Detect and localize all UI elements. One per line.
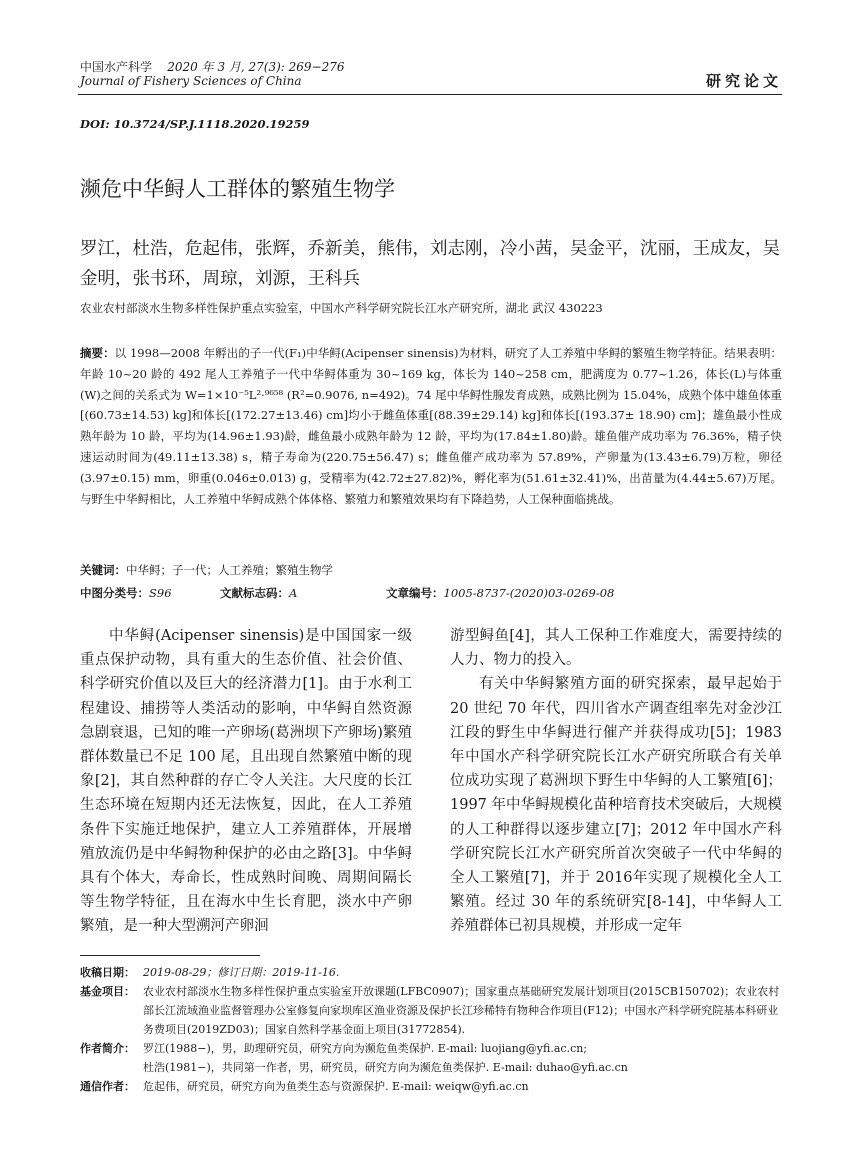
footnote-corresponding — [80, 1077, 784, 1096]
abstract-label: 摘要： — [80, 346, 115, 360]
column-tag: 研究论文 — [705, 72, 782, 90]
received-label: 收稿日期： — [80, 966, 135, 979]
body-column-right — [450, 624, 782, 939]
keywords — [80, 562, 333, 578]
body-column-left — [80, 624, 412, 939]
doc-value: A — [289, 586, 298, 600]
keywords-label: 关键词： — [80, 563, 126, 577]
article-label: 文章编号： — [386, 586, 444, 600]
body-paragraph: 有关中华鲟繁殖方面的研究探索，最早起始于 20 世纪 70 年代，四川省水产调查组率先对金沙江江段的野生中华鲟进行催产并获得成功[5]；1983年中国水产科学研究院长江水产研究所联合有关单位成功实现了葛洲坝下野生中华鲟的人工繁殖[6]；1997 年中华鲟规模化苗种培育技术突破后，大规模的人工种群得以逐步建立[7]；2012 年中国水产科学研究院长江水产研究所首次突破子一代中华鲟的全人工繁殖[7]，并于 2016年实现了规模化全人工繁殖。经过 30 年的系统研究[8-14]，中华鲟人工养殖群体已初具规模，并形成一定年 — [450, 676, 782, 935]
body-paragraph: 中华鲟(Acipenser sinensis)是中国国家一级重点保护动物，具有重大的生态价值、社会价值、科学研究价值以及巨大的经济潜力[1]。由于水利工程建设、捕捞等人类活动的影响，中华鲟自然资源急剧衰退，已知的唯一产卵场(葛洲坝下产卵场)繁殖群体数量已不足 100 尾，且出现自然繁殖中断的现象[2]，其自然种群的存亡令人关注。大尺度的长江生态环境在短期内还无法恢复，因此，在人工养殖条件下实施迁地保护，建立人工养殖群体，开展增殖放流仍是中华鲟物种保护的必由之路[3]。中华鲟具有个体大，寿命长，性成熟时间晚、周期间隔长等生物学特征，且在海水中生长育肥，淡水中产卵繁殖，是一种大型溯河产卵洄 — [80, 628, 412, 935]
header-rule — [78, 94, 782, 95]
affiliation: 农业农村部淡水生物多样性保护重点实验室，中国水产科学研究院长江水产研究所，湖北 武汉 430223 — [80, 301, 603, 315]
journal-name-en: Journal of Fishery Sciences of China — [80, 74, 302, 88]
footnote-received — [80, 963, 784, 982]
footnote-fund — [80, 982, 784, 1039]
corr-text: 危起伟，研究员，研究方向为鱼类生态与资源保护. E-mail: weiqw@yfi.ac.cn — [143, 1080, 529, 1093]
document-code — [220, 585, 297, 601]
journal-header-line — [80, 58, 345, 75]
bio-spacer — [80, 1058, 143, 1077]
bio-first: 罗江(1988−)，男，助理研究员，研究方向为濒危鱼类保护. E-mail: luojiang@yfi.ac.cn; — [143, 1042, 588, 1055]
doi: DOI: 10.3724/SP.J.1118.2020.19259 — [80, 117, 310, 131]
journal-name-cn: 中国水产科学 — [80, 60, 153, 74]
footnote-bio-second — [80, 1058, 784, 1077]
fund-label: 基金项目： — [80, 985, 135, 998]
corr-label: 通信作者： — [80, 1080, 135, 1093]
article-value: 1005-8737-(2020)03-0269-08 — [443, 586, 615, 600]
clc-value: S96 — [149, 586, 172, 600]
footnote-rule — [80, 955, 260, 956]
received-dates: 2019-08-29；修订日期：2019-11-16. — [143, 966, 340, 979]
fund-text: 农业农村部淡水生物多样性保护重点实验室开放课题(LFBC0907)；国家重点基础研究发展计划项目(2015CB150702)；农业农村部长江流域渔业监督管理办公室修复向家坝库区渔业资源及保护长江珍稀特有物种合作项目(F12)；中国水产科学研究院基本科研业务费项目(2019ZD03)；国家自然科学基金面上项目(31772854). — [143, 985, 780, 1036]
article-number — [386, 585, 614, 601]
author-list: 罗江，杜浩，危起伟，张辉，乔新美，熊伟，刘志刚，冷小茜，吴金平，沈丽，王成友，吴金明，张书环，周琼，刘源，王科兵 — [80, 239, 780, 289]
paper-title: 濒危中华鲟人工群体的繁殖生物学 — [80, 177, 395, 201]
keywords-text: 中华鲟；子一代；人工养殖；繁殖生物学 — [126, 563, 333, 577]
body-paragraph: 游型鲟鱼[4]，其人工保种工作难度大，需要持续的人力、物力的投入。 — [450, 628, 782, 669]
footnote-bio — [80, 1039, 784, 1058]
bio-label: 作者简介： — [80, 1042, 135, 1055]
footnotes — [80, 963, 784, 1096]
clc-label: 中图分类号： — [80, 586, 149, 600]
clc-code — [80, 585, 172, 601]
bio-second: 杜浩(1981−)，共同第一作者，男，研究员，研究方向为濒危鱼类保护. E-mail: duhao@yfi.ac.cn — [143, 1061, 628, 1074]
doc-label: 文献标志码： — [220, 586, 289, 600]
journal-issue: 2020 年 3 月, 27(3): 269−276 — [167, 60, 345, 74]
abstract — [80, 343, 782, 509]
abstract-text: 以 1998—2008 年孵出的子一代(F₁)中华鲟(Acipenser sinensis)为材料，研究了人工养殖中华鲟的繁殖生物学特征。结果表明：年龄 10~20 龄的 492 尾人工养殖子一代中华鲟体重为 30~169 kg，体长为 140~258 cm，肥满度为 0.77~1.26，体长(L)与体重(W)之间的关系式为 W=1×10⁻⁵L²·⁹⁶⁵⁸ (R²=0.9076, n=492)。74 尾中华鲟性腺发育成熟，成熟比例为 15.04%，成熟个体中雄鱼体重[(60.73±14.53) kg]和体长[(172.27±13.46) cm]均小于雌鱼体重[(88.39±29.14) kg]和体长[(193.37± 18.90) cm]；雄鱼最小性成熟年龄为 10 龄，平均为(14.96±1.93)龄，雌鱼最小成熟年龄为 12 龄，平均为(17.84±1.80)龄。雄鱼催产成功率为 76.36%，精子快速运动时间为(49.11±13.38) s，精子寿命为(220.75±56.47) s；雌鱼催产成功率为 57.89%，产卵量为(13.43±6.79)万粒，卵径(3.97±0.15) mm，卵重(0.046±0.013) g，受精率为(42.72±27.82)%，孵化率为(51.61±32.41)%，出苗量为(4.44±5.67)万尾。与野生中华鲟相比，人工养殖中华鲟成熟个体体格、繁殖力和繁殖效果均有下降趋势，人工保种面临挑战。 — [80, 346, 782, 506]
